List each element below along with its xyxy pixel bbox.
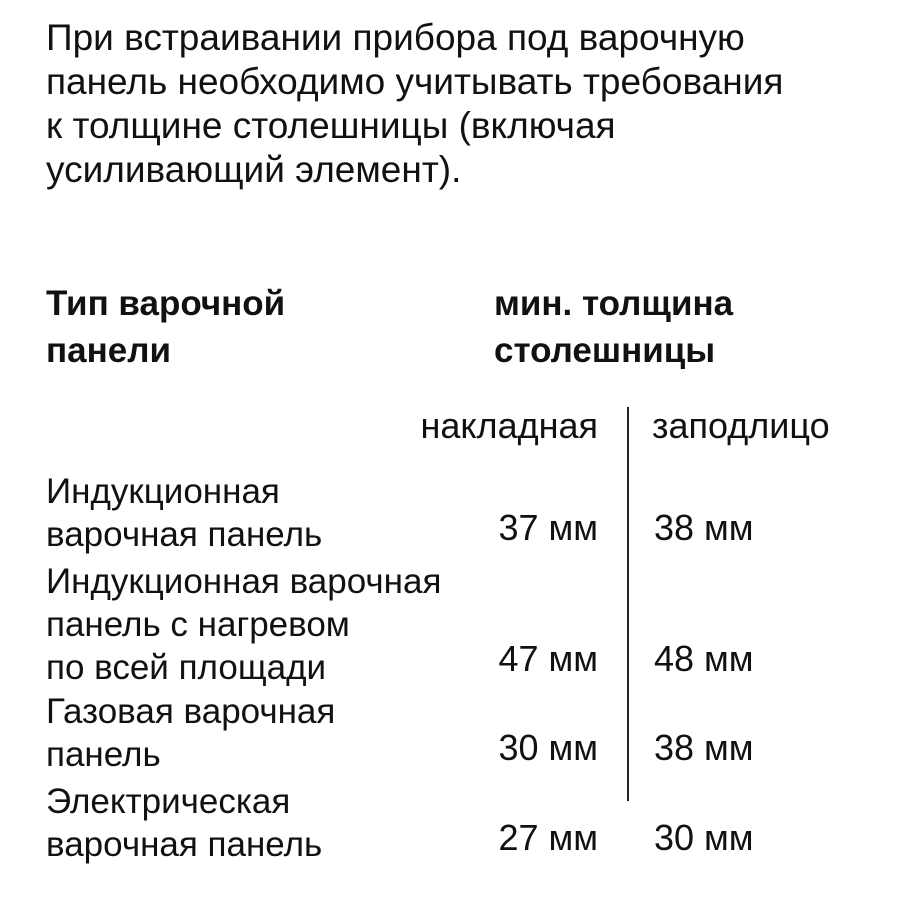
row-name-line: Индукционная варочная xyxy=(46,562,442,601)
value-overlay-electric: 27 мм xyxy=(498,817,598,858)
value-flush-induction: 38 мм xyxy=(654,507,754,548)
intro-line: к толщине столешницы (включая xyxy=(46,105,616,146)
value-overlay-induction: 37 мм xyxy=(498,507,598,548)
subheader-overlay: накладная xyxy=(420,405,598,446)
row-name-line: панель xyxy=(46,735,161,774)
header-line: столешницы xyxy=(494,331,716,370)
row-name-line: Газовая варочная xyxy=(46,692,336,731)
row-name-line: панель с нагревом xyxy=(46,605,350,644)
intro-line: панель необходимо учитывать требования xyxy=(46,61,784,102)
column-header-hob-type xyxy=(46,280,285,374)
row-name-line: Индукционная xyxy=(46,472,280,511)
column-divider xyxy=(627,407,629,801)
intro-line: усиливающий элемент). xyxy=(46,149,462,190)
value-flush-electric: 30 мм xyxy=(654,817,754,858)
value-flush-induction-full-area: 48 мм xyxy=(654,638,754,679)
row-name-electric xyxy=(46,780,322,866)
row-name-line: Электрическая xyxy=(46,782,291,821)
value-overlay-gas: 30 мм xyxy=(498,727,598,768)
row-name-line: по всей площади xyxy=(46,648,327,687)
row-name-induction xyxy=(46,470,322,556)
header-line: Тип варочной xyxy=(46,284,286,323)
row-name-induction-full-area xyxy=(46,560,441,689)
intro-paragraph xyxy=(46,16,906,192)
value-flush-gas: 38 мм xyxy=(654,727,754,768)
header-line: панели xyxy=(46,331,171,370)
value-overlay-induction-full-area: 47 мм xyxy=(498,638,598,679)
row-name-gas xyxy=(46,690,335,776)
column-header-min-thickness xyxy=(494,280,733,374)
row-name-line: варочная панель xyxy=(46,825,323,864)
row-name-line: варочная панель xyxy=(46,515,323,554)
intro-line: При встраивании прибора под варочную xyxy=(46,17,745,58)
subheader-flush: заподлицо xyxy=(652,405,830,446)
header-line: мин. толщина xyxy=(494,284,734,323)
